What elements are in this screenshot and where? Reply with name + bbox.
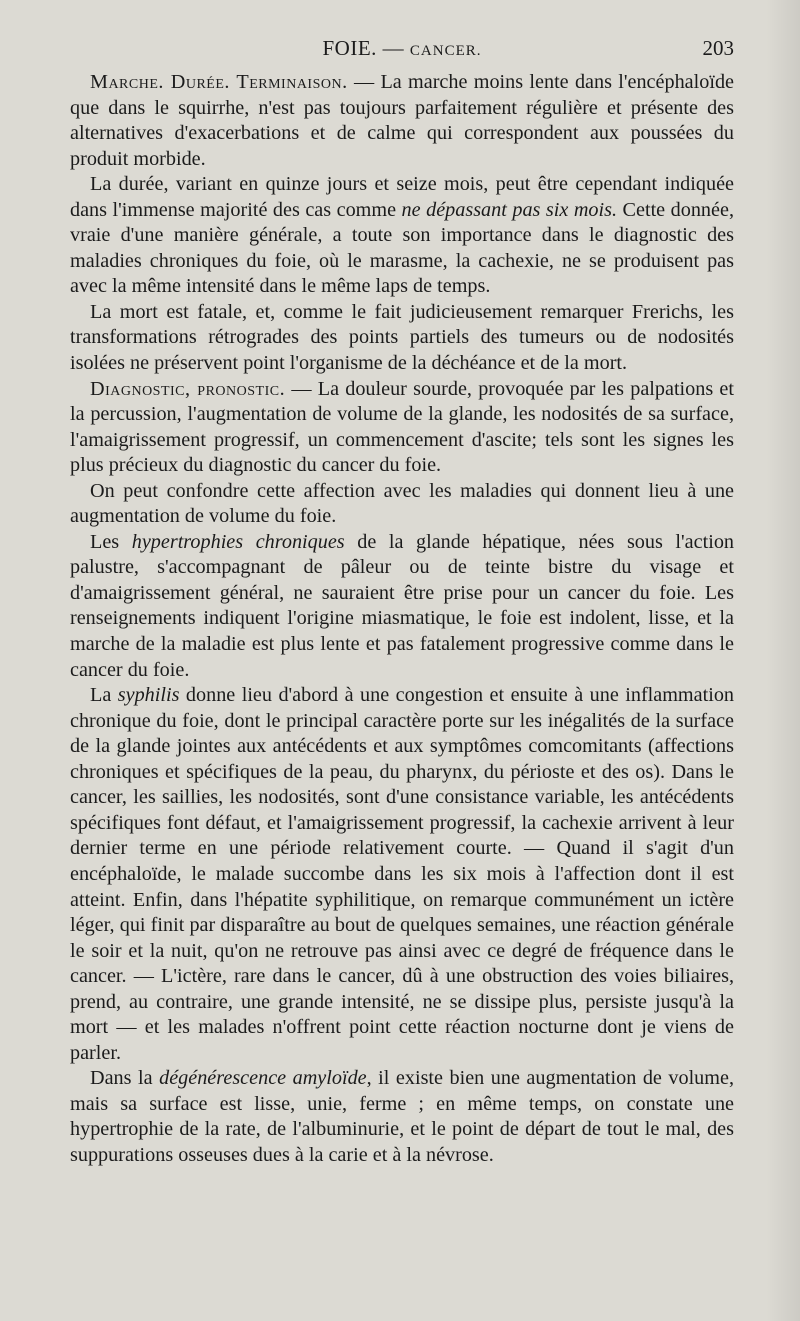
- running-head-subtitle: CANCER.: [409, 43, 482, 59]
- page-header: [70, 36, 734, 66]
- section-heading-diagnostic: Diagnostic, pronostic.: [90, 377, 286, 400]
- emphasis-text: syphilis: [117, 684, 180, 707]
- paragraph-amyloide: [70, 1066, 734, 1168]
- emphasis-text: ne dépassant pas six mois.: [401, 198, 618, 221]
- paragraph-duree: [70, 172, 734, 300]
- paragraph-hypertrophies: [70, 530, 734, 683]
- paragraph-text: — La douleur sourde, provoquée par les palpations et la percussion, l'augmentation de volume de la glande, les nodosités de sa surface, l'amaigrissement progressif, un commencement d'ascite; tels sont les signes les plus précieux du diagnostic du cancer du foie.: [70, 377, 734, 477]
- paragraph-diagnostic: [70, 377, 734, 479]
- emphasis-text: dégénérescence amyloïde: [159, 1067, 367, 1090]
- running-head-title: FOIE.: [322, 36, 377, 60]
- body-text: [70, 70, 734, 1169]
- running-head: [70, 36, 734, 61]
- emphasis-text: hypertrophies chroniques: [131, 530, 345, 553]
- running-head-dash: —: [382, 36, 405, 60]
- paragraph-text: La durée, variant en quinze jours et seize mois, peut être cependant indiquée dans l'immense majorité des cas comme: [70, 173, 734, 221]
- paragraph-text: On peut confondre cette affection avec les maladies qui donnent lieu à une augmentation de volume du foie.: [70, 479, 734, 528]
- paragraph-text: Dans la: [90, 1067, 160, 1090]
- paragraph-mort: [70, 300, 734, 377]
- paragraph-text: , il existe bien une augmentation de volume, mais sa surface est lisse, unie, ferme ; en même temps, on constate une hypertrophie de la rate, de l'albuminurie, et le point de départ de tout le mal, des suppurations osseuses dues à la carie et à la névrose.: [70, 1067, 734, 1166]
- paragraph-text: La mort est fatale, et, comme le fait judicieusement remarquer Frerichs, les transformations rétrogrades des points partiels des tumeurs ou de nodosités isolées ne préservent point l'organisme de la déchéance et de la mort.: [70, 300, 734, 375]
- paragraph-text: La: [90, 684, 118, 707]
- paragraph-marche: [70, 70, 734, 172]
- paragraph-text: — La marche moins lente dans l'encéphaloïde que dans le squirrhe, n'est pas toujours parfaitement régulière et présente des alternatives d'exacerbations et de calme qui correspondent aux poussées du produit morbide.: [70, 71, 734, 170]
- section-heading-marche: Marche. Durée. Terminaison.: [90, 71, 348, 93]
- page-edge-shadow: [766, 0, 800, 1321]
- paragraph-text: Cette donnée, vraie d'une manière générale, a toute son importance dans le diagnostic des maladies chroniques du foie, où le marasme, la cachexie, ne se produisent pas avec la même intensité dans le même laps de temps.: [70, 198, 734, 298]
- paragraph-confondre: [70, 479, 734, 530]
- paragraph-text: donne lieu d'abord à une congestion et ensuite à une inflammation chronique du foie, dont le principal caractère porte sur les inégalités de la surface de la glande jointes aux antécédents et aux symptômes comcomitants (affections chroniques et spécifiques de la peau, du pharynx, du périoste et des os). Dans le cancer, les saillies, les nodosités, sont d'une consistance variable, les antécédents spécifiques font défaut, et l'amaigrissement progressif, la cachexie arrivent à leur dernier terme en une période relativement courte. — Quand il s'agit d'un encéphaloïde, le malade succombe dans les six mois à l'affection dont il est atteint. Enfin, dans l'hépatite syphilitique, on remarque communément un ictère léger, qui finit par disparaître au bout de quelques semaines, une réaction générale le soir et la nuit, qu'on ne retrouve pas ainsi avec ce degré de fréquence dans le cancer. — L'ictère, rare dans le cancer, dû à une obstruction des voies biliaires, prend, au contraire, une grande intensité, ne se dissipe plus, persiste jusqu'à la mort — et les malades n'offrent point cette réaction nocturne dont je viens de parler.: [70, 684, 735, 1064]
- paragraph-text: de la glande hépatique, nées sous l'action palustre, s'accompagnant de pâleur ou de teinte bistre du visage et d'amaigrissement général, ne sauraient être prise pour un cancer du foie. Les renseignements indiquent l'origine miasmatique, le foie est indolent, lisse, et la marche de la maladie est plus lente et pas fatalement progressive comme dans le cancer du foie.: [70, 530, 735, 681]
- page-number: 203: [702, 36, 734, 60]
- paragraph-text: Les: [90, 530, 132, 553]
- paragraph-syphilis: [70, 683, 734, 1066]
